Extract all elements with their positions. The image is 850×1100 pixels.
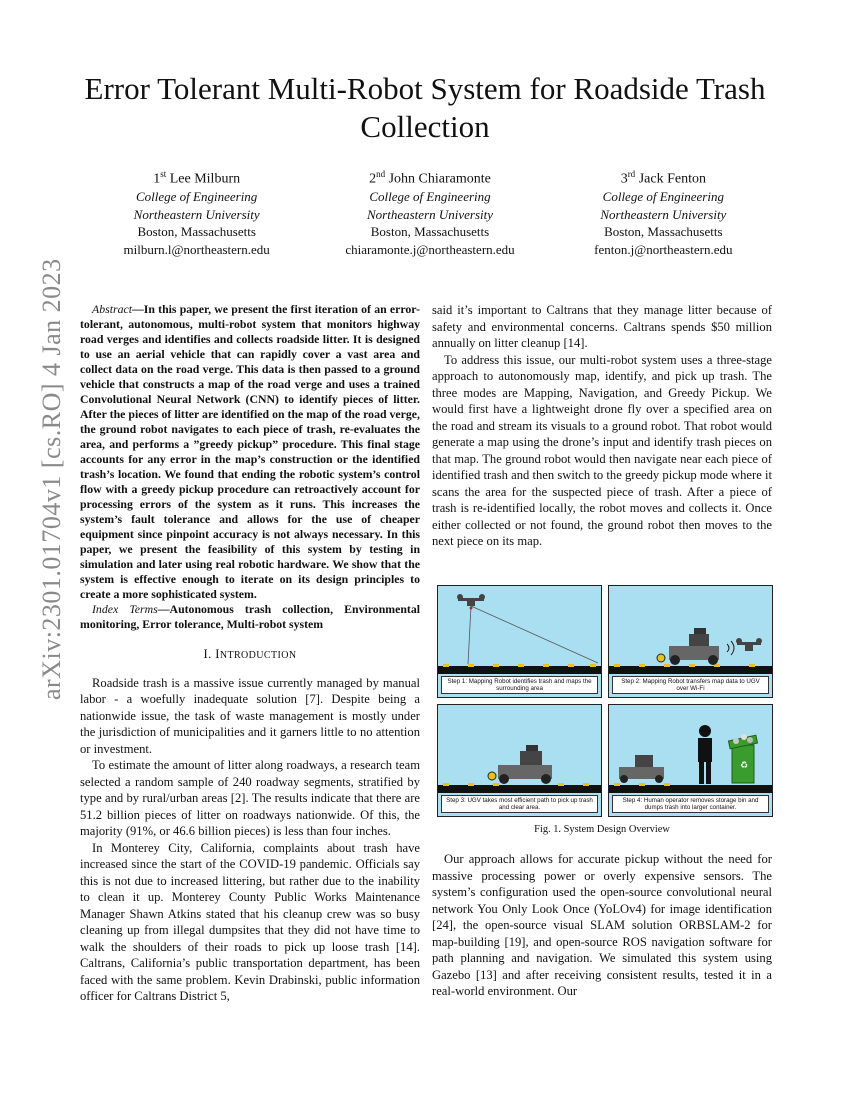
author-name: John Chiaramonte	[388, 171, 491, 187]
index-terms	[80, 602, 420, 632]
author-block	[80, 166, 780, 258]
paragraph: To address this issue, our multi-robot system uses a three-stage approach to autonomously map, identify, and pick up trash. The three modes are Mapping, Navigation, and Greedy Pickup. We would first have a lightweight drone fly over a specified area on the road and stream its visuals to a ground robot. That robot would generate a map using the drone’s input and identify trash pieces on that map. The ground robot would then navigate near each piece of identified trash and then switch to the greedy pickup mode where it scans the area for the suspected piece of trash. After a piece of trash is re-identified locally, the robot moves and collects it. Once either collected or not found, the ground robot then moves to the next piece on its map.	[432, 352, 772, 548]
paper-title: Error Tolerant Multi-Robot System for Roadside Trash Collection	[84, 71, 766, 144]
author-location: Boston, Massachusetts	[137, 224, 256, 240]
arxiv-stamp: arXiv:2301.01704v1 [cs.RO] 4 Jan 2023	[37, 258, 66, 700]
author-org: Northeastern University	[600, 206, 727, 222]
figure-system-overview	[437, 585, 773, 817]
figure-panel-2	[608, 585, 773, 698]
author-3	[547, 166, 780, 258]
author-location: Boston, Massachusetts	[604, 224, 723, 240]
right-column-lower	[432, 851, 772, 1000]
panel-caption: Step 3: UGV takes most efficient path to pick up trash and clear area.	[441, 795, 598, 813]
abstract-lead: Abstract	[92, 302, 132, 316]
author-name: Lee Milburn	[169, 171, 241, 187]
panel-caption: Step 2: Mapping Robot transfers map data to UGV over Wi-Fi	[612, 676, 769, 694]
right-column	[432, 302, 772, 550]
paragraph: Our approach allows for accurate pickup without the need for massive processing power or overly expensive sensors. The system’s configuration used the open-source convolutional neural network You Only Look Once (YoLOv4) for image identification [24], the open-source visual SLAM solution ORBSLAM-2 for map-building [19], and open-source ROS navigation software for path planning and navigation. We simulated this system using Gazebo [13] and after receiving consistent results, tested it in a real-world environment. Our	[432, 852, 772, 998]
author-name: Jack Fenton	[638, 171, 706, 187]
author-1	[80, 166, 313, 258]
author-2	[313, 166, 546, 258]
author-ordinal-suffix: rd	[627, 169, 636, 179]
paragraph: said it’s important to Caltrans that they manage litter because of safety and environmental concerns. Caltrans spends $50 million annually on litter cleanup [14].	[432, 303, 772, 350]
section-heading: I. INTRODUCTION	[203, 647, 297, 661]
author-ordinal-suffix: st	[160, 169, 167, 179]
author-location: Boston, Massachusetts	[370, 224, 490, 240]
figure-panel-3	[437, 704, 602, 817]
paragraph: Roadside trash is a massive issue currently managed by manual labor - a woefully inadequate solution [7]. Despite being a nationwide issue, the task of waste management is mostly under the jurisdiction of municipalities and it garners little to no attention or investment.	[80, 675, 420, 756]
abstract	[80, 302, 420, 602]
abstract-text: —In this paper, we present the first iteration of an error-tolerant, autonomous, multi-robot system that monitors highway road verges and identifies and collects roadside litter. It is designed to use an aerial vehicle that can rapidly cover a vast area and collect data on the road verge. This data is then passed to a ground vehicle that constructs a map of the road verge and uses a trained Convolutional Neural Network (CNN) to identify pieces of litter. After the pieces of litter are identified on the map of the road verge, the ground robot navigates to each piece of trash, re-evaluates the area, and performs a ”greedy pickup” procedure. This final stage accounts for any error in the map’s construction or the identified trash’s location. We found that ending the robotic system’s control flow with a greedy pickup procedure can retroactively account for processing errors of the system as it runs. This increases the system’s fault tolerance and allows for the use of cheaper equipment since pinpoint accuracy is not always necessary. In this paper, we present the feasibility of this system by testing in simulation and later using real robotic hardware. We show that the system is effective enough to iterate on its design principles to create a more sophisticated system.	[80, 302, 420, 601]
panel-caption: Step 1: Mapping Robot identifies trash and maps the surrounding area	[441, 676, 598, 694]
left-column	[80, 302, 420, 1005]
index-terms-lead: Index Terms	[92, 602, 158, 616]
author-email: fenton.j@northeastern.edu	[594, 241, 733, 257]
author-org: Northeastern University	[366, 206, 493, 222]
figure-caption: Fig. 1. System Design Overview	[534, 824, 670, 835]
paragraph: In Monterey City, California, complaints about trash have increased since the start of the COVID-19 pandemic. Officials say this is not due to increased littering, but rather due to the inability to clean it up. Monterey County Public Works Maintenance Manager Shawn Atkins stated that his cleanup crew was so busy cleaning up from illegal dumpsites that they did not have time to walk the shoulders of their roads to pick up loose trash [14]. Caltrans, California’s public transportation department, has been faced with the same problem. Kevin Drabinski, public information officer for Caltrans District 5,	[80, 840, 420, 1003]
paragraph: To estimate the amount of litter along roadways, a research team selected a random sample of 240 roadway segments, stratified by type and by rural/urban areas [2]. The results indicate that there are 51.2 billion pieces of litter on roadways nationwide. Of this, the majority (91%, or 46.6 billion pieces) is less than four inches.	[80, 758, 420, 838]
author-email: chiaramonte.j@northeastern.edu	[345, 241, 515, 257]
author-email: milburn.l@northeastern.edu	[123, 241, 270, 257]
author-dept: College of Engineering	[136, 189, 258, 205]
panel-caption: Step 4: Human operator removes storage bin and dumps trash into larger container.	[612, 795, 769, 813]
author-ordinal: 1	[153, 171, 161, 187]
author-org: Northeastern University	[133, 206, 260, 222]
index-terms-text: —Autonomous trash collection, Environmental monitoring, Error tolerance, Multi-robot system	[80, 602, 420, 631]
svg-text:♻: ♻	[740, 761, 749, 771]
author-dept: College of Engineering	[369, 189, 491, 205]
author-ordinal-suffix: nd	[376, 169, 386, 179]
figure-panel-4	[608, 704, 773, 817]
author-dept: College of Engineering	[602, 189, 724, 205]
author-ordinal: 2	[369, 171, 377, 187]
author-ordinal: 3	[620, 171, 628, 187]
figure-panel-1	[437, 585, 602, 698]
